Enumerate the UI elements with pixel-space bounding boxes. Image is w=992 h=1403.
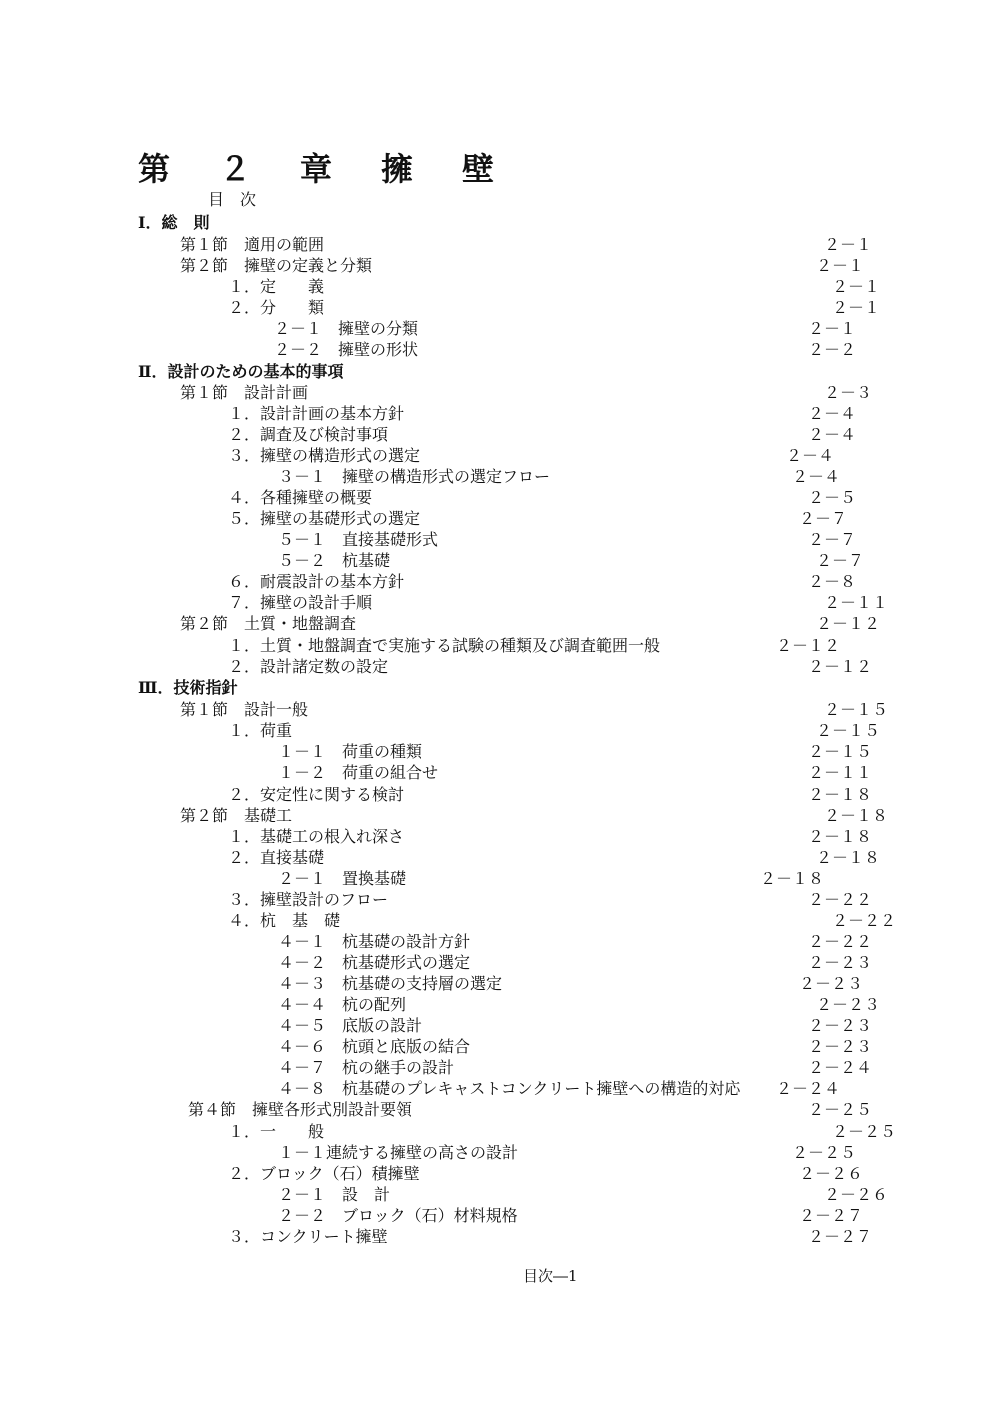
toc-entry [0,404,992,424]
toc-entry-title: ４－１ 杭基礎の設計方針 [278,932,471,951]
toc-entry-title: ４－２ 杭基礎形式の選定 [278,953,471,972]
toc-entry [0,763,992,783]
toc-entry-title: １．荷重 [228,721,293,740]
toc-entry [0,530,992,550]
toc-entry-title: １．一 般 [228,1122,325,1141]
toc-entry-page: ２－１８ [824,806,889,825]
toc-entry [0,700,992,720]
toc-entry-page: ２－２３ [808,1037,873,1056]
toc-entry [0,974,992,994]
toc-entry-page: ２－２２ [808,932,873,951]
toc-entry-page: ２－２５ [832,1122,897,1141]
toc-entry-page: ２－１２ [776,636,841,655]
toc-entry-title: ４．各種擁壁の概要 [228,488,373,507]
toc-entry [0,911,992,931]
toc-entry [0,340,992,360]
toc-entry-title: 第１節 設計一般 [180,700,309,719]
toc-entry-page: ２－１ [832,277,881,296]
toc-entry-page: ２－１１ [824,593,889,612]
toc-entry-title: ２－２ 擁壁の形状 [274,340,419,359]
toc-entry [0,425,992,445]
toc-entry-page: ２－２５ [792,1143,857,1162]
toc-entry [0,1058,992,1078]
toc-entry [0,785,992,805]
toc-entry-title: １－１ 荷重の種類 [278,742,423,761]
toc-entry-page: ２－４ [786,446,835,465]
toc-entry [0,721,992,741]
toc-entry-title: ２－１ 擁壁の分類 [274,319,419,338]
toc-part-heading [0,678,992,698]
toc-entry-title: ４－６ 杭頭と底版の結合 [278,1037,471,1056]
toc-entry [0,995,992,1015]
toc-entry-title: ６．耐震設計の基本方針 [228,572,405,591]
toc-entry-page: ２－１８ [808,785,873,804]
toc-entry-page: ２－１ [832,298,881,317]
toc-entry-page: ２－７ [799,509,848,528]
toc-entry-title: ２．設計諸定数の設定 [228,657,389,676]
toc-entry [0,235,992,255]
toc-entry-title: ４－５ 底版の設計 [278,1016,423,1035]
toc-entry [0,1164,992,1184]
toc-entry-page: ２－１８ [816,848,881,867]
toc-entry-page: ２－２５ [808,1100,873,1119]
toc-entry-title: ４－７ 杭の継手の設計 [278,1058,455,1077]
toc-entry [0,1037,992,1057]
toc-entry-title: １．土質・地盤調査で実施する試験の種類及び調査範囲一般 [228,636,661,655]
toc-entry-title: 第２節 土質・地盤調査 [180,614,357,633]
toc-entry [0,1122,992,1142]
toc-entry [0,1079,992,1099]
toc-entry-title: 第２節 擁壁の定義と分類 [180,256,373,275]
toc-entry-page: ２－１８ [760,869,825,888]
toc-entry [0,551,992,571]
toc-entry-title: ２－２ ブロック（石）材料規格 [278,1206,518,1225]
toc-part-title: Ⅱ．設計のための基本的事項 [138,362,344,381]
toc-entry-page: ２－２７ [799,1206,864,1225]
toc-entry-page: ２－２６ [824,1185,889,1204]
toc-entry-title: ２．安定性に関する検討 [228,785,405,804]
toc-entry-page: ２－２４ [808,1058,873,1077]
toc-entry [0,1143,992,1163]
toc-entry-page: ２－２３ [799,974,864,993]
toc-entry-page: ２－２２ [808,890,873,909]
toc-entry-page: ２－２４ [776,1079,841,1098]
toc-entry-page: ２－２２ [832,911,897,930]
toc-entry [0,593,992,613]
toc-entry-page: ２－１５ [816,721,881,740]
toc-entry-title: 第２節 基礎工 [180,806,293,825]
toc-entry-title: ７．擁壁の設計手順 [228,593,373,612]
toc-entry [0,488,992,508]
toc-entry [0,953,992,973]
toc-entry-title: ４－３ 杭基礎の支持層の選定 [278,974,503,993]
toc-part-heading [0,362,992,382]
toc-entry-title: ３．擁壁設計のフロー [228,890,389,909]
toc-entry-title: １．定 義 [228,277,325,296]
toc-entry-title: 第１節 適用の範囲 [180,235,325,254]
toc-entry-page: ２－２ [808,340,857,359]
toc-entry-title: ２．分 類 [228,298,325,317]
toc-entry-title: ２－１ 置換基礎 [278,869,407,888]
toc-entry-page: ２－４ [808,425,857,444]
toc-entry [0,614,992,634]
toc-entry-title: ２．ブロック（石）積擁壁 [228,1164,420,1183]
toc-entry [0,932,992,952]
toc-entry-title: ４－８ 杭基礎のプレキャストコンクリート擁壁への構造的対応 [278,1079,741,1098]
toc-entry-title: ５－２ 杭基礎 [278,551,391,570]
toc-entry-page: ２－１ [816,256,865,275]
toc-entry-title: ４．杭 基 礎 [228,911,341,930]
toc-entry-page: ２－１ [824,235,873,254]
toc-entry [0,890,992,910]
toc-entry-title: ２．直接基礎 [228,848,325,867]
toc-entry-title: 第１節 設計計画 [180,383,309,402]
toc-entry-page: ２－８ [808,572,857,591]
toc-entry-page: ２－１８ [808,827,873,846]
toc-entry-page: ２－１５ [824,700,889,719]
toc-entry [0,806,992,826]
toc-entry [0,446,992,466]
toc-entry [0,1100,992,1120]
toc-entry-page: ２－１２ [816,614,881,633]
toc-entry [0,572,992,592]
page-footer-number: 目次―1 [523,1267,578,1285]
toc-entry-page: ２－３ [824,383,873,402]
toc-entry [0,636,992,656]
toc-entry [0,509,992,529]
toc-entry-page: ２－４ [792,467,841,486]
toc-entry-title: ５－１ 直接基礎形式 [278,530,439,549]
toc-entry [0,827,992,847]
toc-entry-title: ３．コンクリート擁壁 [228,1227,388,1246]
toc-entry-page: ２－４ [808,404,857,423]
toc-entry [0,1016,992,1036]
toc-entry-page: ２－２６ [799,1164,864,1183]
toc-entry-title: １－２ 荷重の組合せ [278,763,439,782]
toc-entry [0,277,992,297]
toc-entry-title: ３－１ 擁壁の構造形式の選定フロー [278,467,551,486]
toc-entry-title: １．設計計画の基本方針 [228,404,405,423]
toc-heading: 目 次 [208,190,257,209]
toc-entry-page: ２－２７ [808,1227,873,1246]
toc-entry-title: ４－４ 杭の配列 [278,995,407,1014]
toc-part-heading [0,213,992,233]
toc-entry-page: ２－１２ [808,657,873,676]
toc-entry-page: ２－１１ [808,763,873,782]
toc-entry-title: １－１連続する擁壁の高さの設計 [278,1143,519,1162]
toc-entry-page: ２－５ [808,488,857,507]
toc-entry [0,1227,992,1247]
toc-entry [0,467,992,487]
toc-entry [0,1206,992,1226]
toc-entry-page: ２－７ [816,551,865,570]
toc-entry-page: ２－２３ [808,953,873,972]
chapter-title: 第 ２ 章 擁 壁 [138,150,503,188]
toc-entry [0,383,992,403]
toc-entry-title: ２．調査及び検討事項 [228,425,389,444]
toc-entry [0,848,992,868]
toc-entry-title: 第４節 擁壁各形式別設計要領 [188,1100,413,1119]
toc-entry-title: ５．擁壁の基礎形式の選定 [228,509,421,528]
toc-part-title: Ⅰ．総 則 [138,213,210,232]
toc-entry-page: ２－１ [808,319,857,338]
toc-entry-title: ３．擁壁の構造形式の選定 [228,446,421,465]
toc-entry [0,256,992,276]
toc-entry [0,869,992,889]
toc-entry-page: ２－１５ [808,742,873,761]
toc-entry [0,319,992,339]
toc-entry-page: ２－２３ [816,995,881,1014]
toc-entry [0,1185,992,1205]
toc-entry-title: ２－１ 設 計 [278,1185,391,1204]
toc-entry-page: ２－７ [808,530,857,549]
toc-entry-page: ２－２３ [808,1016,873,1035]
toc-entry-title: １．基礎工の根入れ深さ [228,827,405,846]
toc-part-title: Ⅲ．技術指針 [138,678,238,697]
toc-entry [0,742,992,762]
toc-entry [0,298,992,318]
toc-entry [0,657,992,677]
